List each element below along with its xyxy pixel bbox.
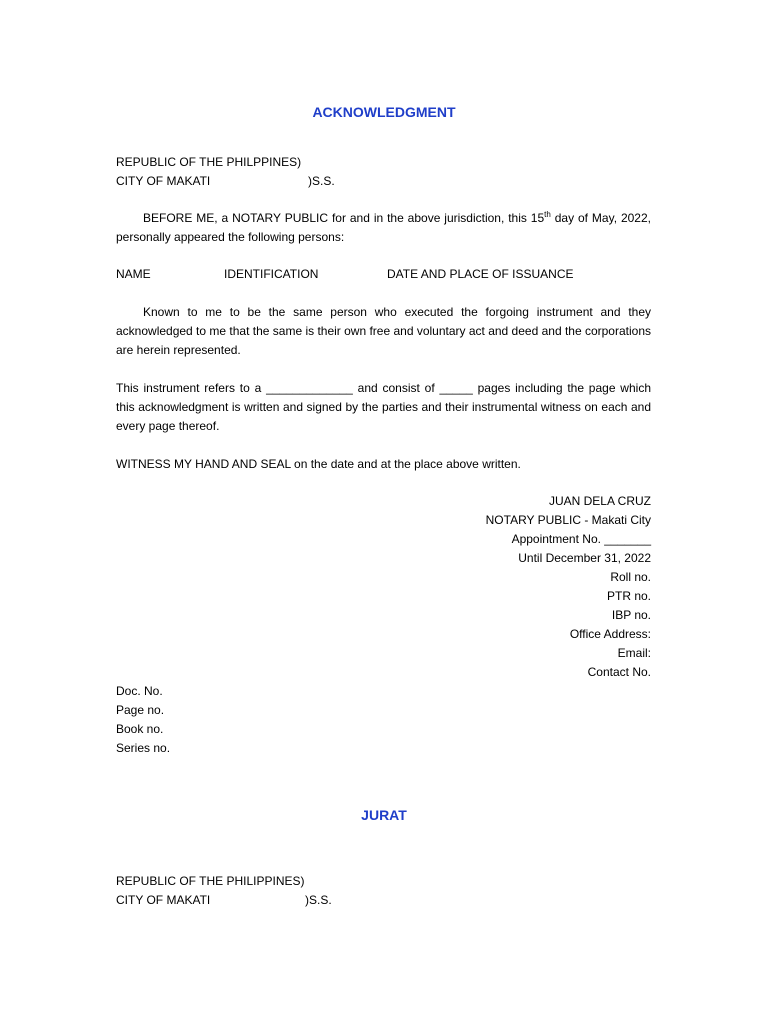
notary-until: Until December 31, 2022 [518, 551, 651, 565]
intro-text-after: day of May, 2022, personally appeared the following persons: [116, 211, 651, 244]
acknowledgment-title: ACKNOWLEDGMENT [312, 104, 456, 120]
header-name: NAME [116, 267, 151, 281]
witness-line: WITNESS MY HAND AND SEAL on the date and at the place above written. [116, 457, 521, 471]
notary-title: NOTARY PUBLIC - Makati City [485, 513, 651, 527]
venue-city: CITY OF MAKATI [116, 174, 211, 188]
notary-ptr: PTR no. [606, 589, 651, 603]
book-no: Book no. [116, 722, 164, 736]
known-paragraph: Known to me to be the same person who executed the forgoing instrument and they acknowledged to me that the same is their own free and voluntary act and deed and the corporations are herein represented. [116, 305, 651, 357]
venue-republic: REPUBLIC OF THE PHILPPINES) [116, 155, 302, 169]
notary-contact: Contact No. [587, 665, 651, 679]
venue-ss: )S.S. [308, 174, 335, 188]
intro-date-suffix: th [544, 210, 551, 219]
jurat-venue-republic: REPUBLIC OF THE PHILIPPINES) [116, 874, 305, 888]
jurat-title: JURAT [361, 807, 407, 823]
jurat-venue-city: CITY OF MAKATI [116, 893, 211, 907]
instrument-paragraph: This instrument refers to a _____________ and consist of _____ pages including the page which this acknowledgment is written and signed by the parties and their instrumental witness on each and every page thereof. [116, 381, 651, 433]
page-no: Page no. [116, 703, 165, 717]
doc-no: Doc. No. [116, 684, 163, 698]
notary-ibp: IBP no. [611, 608, 651, 622]
notary-office: Office Address: [569, 627, 651, 641]
jurat-venue-ss: )S.S. [305, 893, 332, 907]
intro-paragraph [116, 209, 651, 247]
header-issuance: DATE AND PLACE OF ISSUANCE [387, 267, 574, 281]
notary-appointment: Appointment No. _______ [511, 532, 651, 546]
notary-email: Email: [617, 646, 651, 660]
header-identification: IDENTIFICATION [224, 267, 319, 281]
intro-text-before: BEFORE ME, a NOTARY PUBLIC for and in the above jurisdiction, this 15 [143, 211, 545, 225]
notary-roll: Roll no. [610, 570, 651, 584]
series-no: Series no. [116, 741, 171, 755]
notary-name: JUAN DELA CRUZ [548, 494, 651, 508]
